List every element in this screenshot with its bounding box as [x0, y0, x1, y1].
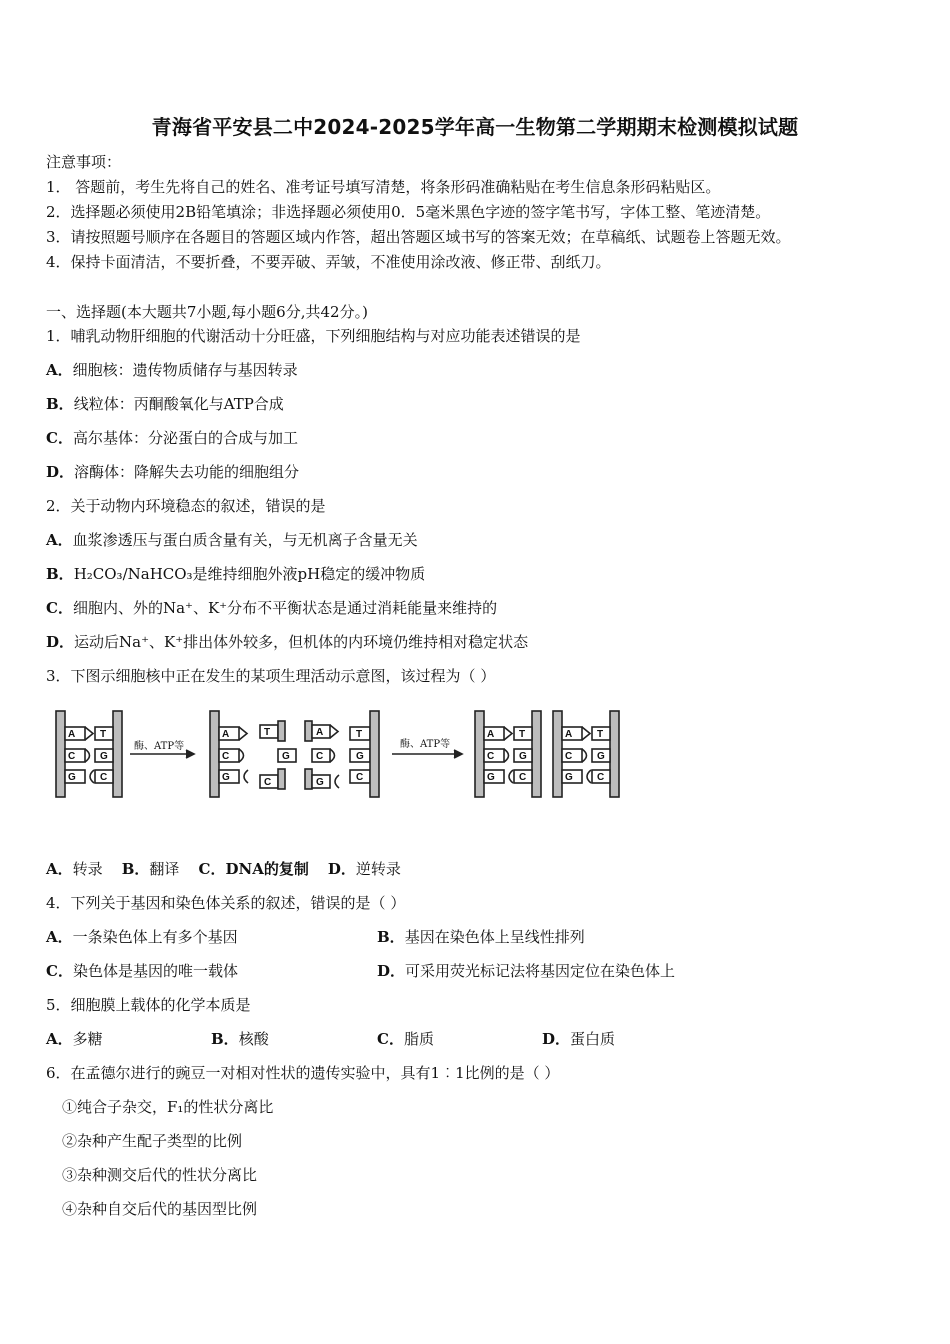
q2-option-a [46, 530, 418, 550]
base-label: C [68, 751, 76, 762]
q6-item: ①纯合子杂交，F₁的性状分离比 [62, 1098, 274, 1116]
svg-text:C: C [316, 751, 324, 762]
svg-text:C: C [356, 772, 364, 783]
q2-option-d [46, 632, 528, 652]
svg-text:T: T [597, 729, 604, 740]
svg-text:G: G [487, 772, 495, 783]
svg-text:G: G [356, 751, 364, 762]
svg-text:G: G [565, 772, 573, 783]
option-text: 翻译 [149, 860, 180, 878]
option-text: 多糖 [72, 1030, 103, 1048]
svg-text:A: A [222, 729, 230, 740]
option-label: B． [46, 395, 74, 413]
svg-text:G: G [519, 751, 527, 762]
q1-option-d [46, 462, 299, 482]
question-5-stem: 5．细胞膜上载体的化学本质是 [46, 996, 251, 1014]
option-text: 逆转录 [355, 860, 401, 878]
q4-option-a [46, 927, 238, 947]
q5-option-d [542, 1029, 615, 1049]
base-label: A [68, 729, 76, 740]
svg-text:A: A [487, 729, 495, 740]
svg-text:G: G [282, 751, 290, 762]
base-label: T [100, 729, 107, 740]
svg-text:C: C [222, 751, 230, 762]
q5-option-c [377, 1029, 434, 1049]
option-text: 一条染色体上有多个基因 [72, 928, 238, 946]
q1-option-a [46, 360, 298, 380]
option-label: A． [46, 531, 73, 549]
option-label: A． [46, 860, 73, 878]
q2-option-b [46, 564, 425, 584]
dna-daughter-1 [475, 711, 541, 797]
svg-text:T: T [356, 729, 363, 740]
option-text: 蛋白质 [570, 1030, 616, 1048]
svg-text:A: A [316, 727, 324, 738]
svg-text:C: C [597, 772, 605, 783]
notice-item: 2．选择题必须使用2B铅笔填涂；非选择题必须使用0．5毫米黑色字迹的签字笔书写，字体工整、笔迹清楚。 [46, 203, 771, 221]
q4-option-b [377, 927, 585, 947]
svg-text:A: A [565, 729, 573, 740]
option-label: D． [327, 860, 356, 878]
svg-text:G: G [222, 772, 230, 783]
option-label: A． [46, 1030, 73, 1048]
option-text: 溶酶体：降解失去功能的细胞组分 [74, 463, 300, 481]
option-label: C． [46, 429, 73, 447]
q6-item: ④杂种自交后代的基因型比例 [62, 1200, 258, 1218]
option-label: B． [46, 565, 74, 583]
question-2-stem: 2．关于动物内环境稳态的叙述，错误的是 [46, 497, 326, 515]
q3-options [46, 859, 401, 879]
option-label: B． [211, 1030, 239, 1048]
option-label: C． [198, 860, 226, 878]
svg-text:T: T [264, 727, 271, 738]
option-label: C． [377, 1030, 404, 1048]
option-text: DNA的复制 [225, 860, 309, 878]
q4-option-c [46, 961, 238, 981]
q2-option-c [46, 598, 497, 618]
option-text: 核酸 [238, 1030, 269, 1048]
svg-text:T: T [519, 729, 526, 740]
base-label: G [100, 751, 108, 762]
notice-item: 1． 答题前，考生先将自己的姓名、准考证号填写清楚，将条形码准确粘贴在考生信息条形码粘贴区。 [46, 178, 721, 196]
notice-heading: 注意事项： [46, 153, 122, 171]
q4-option-d [377, 961, 675, 981]
svg-text:G: G [316, 777, 324, 788]
q1-option-c [46, 428, 298, 448]
dna-daughter-2 [553, 711, 619, 797]
option-text: 运动后Na⁺、K⁺排出体外较多，但机体的内环境仍维持相对稳定状态 [74, 633, 529, 651]
question-3-stem: 3．下图示细胞核中正在发生的某项生理活动示意图，该过程为（ ） [46, 667, 496, 685]
arrow-label-2: 酶、ATP等 [400, 739, 451, 750]
option-text: 脂质 [403, 1030, 434, 1048]
option-text: 可采用荧光标记法将基因定位在染色体上 [405, 962, 676, 980]
arrow-label-1: 酶、ATP等 [134, 741, 185, 752]
option-text: 高尔基体：分泌蛋白的合成与加工 [72, 429, 298, 447]
question-1-stem: 1．哺乳动物肝细胞的代谢活动十分旺盛，下列细胞结构与对应功能表述错误的是 [46, 327, 581, 345]
option-text: 转录 [72, 860, 103, 878]
base-label: C [100, 772, 108, 783]
option-text: H₂CO₃/NaHCO₃是维持细胞外液pH稳定的缓冲物质 [73, 565, 426, 583]
notice-item: 4．保持卡面清洁，不要折叠，不要弄破、弄皱，不准使用涂改液、修正带、刮纸刀。 [46, 253, 611, 271]
question-4-stem: 4．下列关于基因和染色体关系的叙述，错误的是（ ） [46, 894, 406, 912]
option-text: 细胞核：遗传物质储存与基因转录 [72, 361, 298, 379]
option-label: A． [46, 928, 73, 946]
option-label: D． [542, 1030, 571, 1048]
notice-item: 3．请按照题号顺序在各题目的答题区域内作答，超出答题区域书写的答案无效；在草稿纸、试题卷上答题无效。 [46, 228, 791, 246]
option-text: 线粒体：丙酮酸氧化与ATP合成 [73, 395, 284, 413]
section-heading: 一、选择题(本大题共7小题,每小题6分,共42分。) [46, 303, 368, 321]
q5-option-b [211, 1029, 269, 1049]
question-6-stem: 6．在孟德尔进行的豌豆一对相对性状的遗传实验中，具有1︰1比例的是（ ） [46, 1064, 560, 1082]
option-text: 细胞内、外的Na⁺、K⁺分布不平衡状态是通过消耗能量来维持的 [72, 599, 498, 617]
option-label: D． [46, 633, 75, 651]
base-label: G [68, 772, 76, 783]
q6-item: ②杂种产生配子类型的比例 [62, 1132, 243, 1150]
option-text: 基因在染色体上呈线性排列 [404, 928, 585, 946]
option-label: D． [377, 962, 406, 980]
dna-ladder-original [56, 711, 122, 797]
svg-text:C: C [565, 751, 573, 762]
option-text: 血浆渗透压与蛋白质含量有关，与无机离子含量无关 [72, 531, 418, 549]
svg-text:C: C [487, 751, 495, 762]
q1-option-b [46, 394, 284, 414]
option-text: 染色体是基因的唯一载体 [72, 962, 238, 980]
option-label: B． [121, 860, 150, 878]
dna-replication-diagram [50, 705, 630, 805]
option-label: C． [46, 599, 73, 617]
option-label: B． [377, 928, 405, 946]
q5-option-a [46, 1029, 103, 1049]
option-label: A． [46, 361, 73, 379]
q6-item: ③杂种测交后代的性状分离比 [62, 1166, 258, 1184]
svg-text:C: C [264, 777, 272, 788]
option-label: C． [46, 962, 73, 980]
svg-text:C: C [519, 772, 527, 783]
svg-text:G: G [597, 751, 605, 762]
page-title: 青海省平安县二中2024-2025学年高一生物第二学期期末检测模拟试题 [151, 115, 799, 139]
option-label: D． [46, 463, 75, 481]
